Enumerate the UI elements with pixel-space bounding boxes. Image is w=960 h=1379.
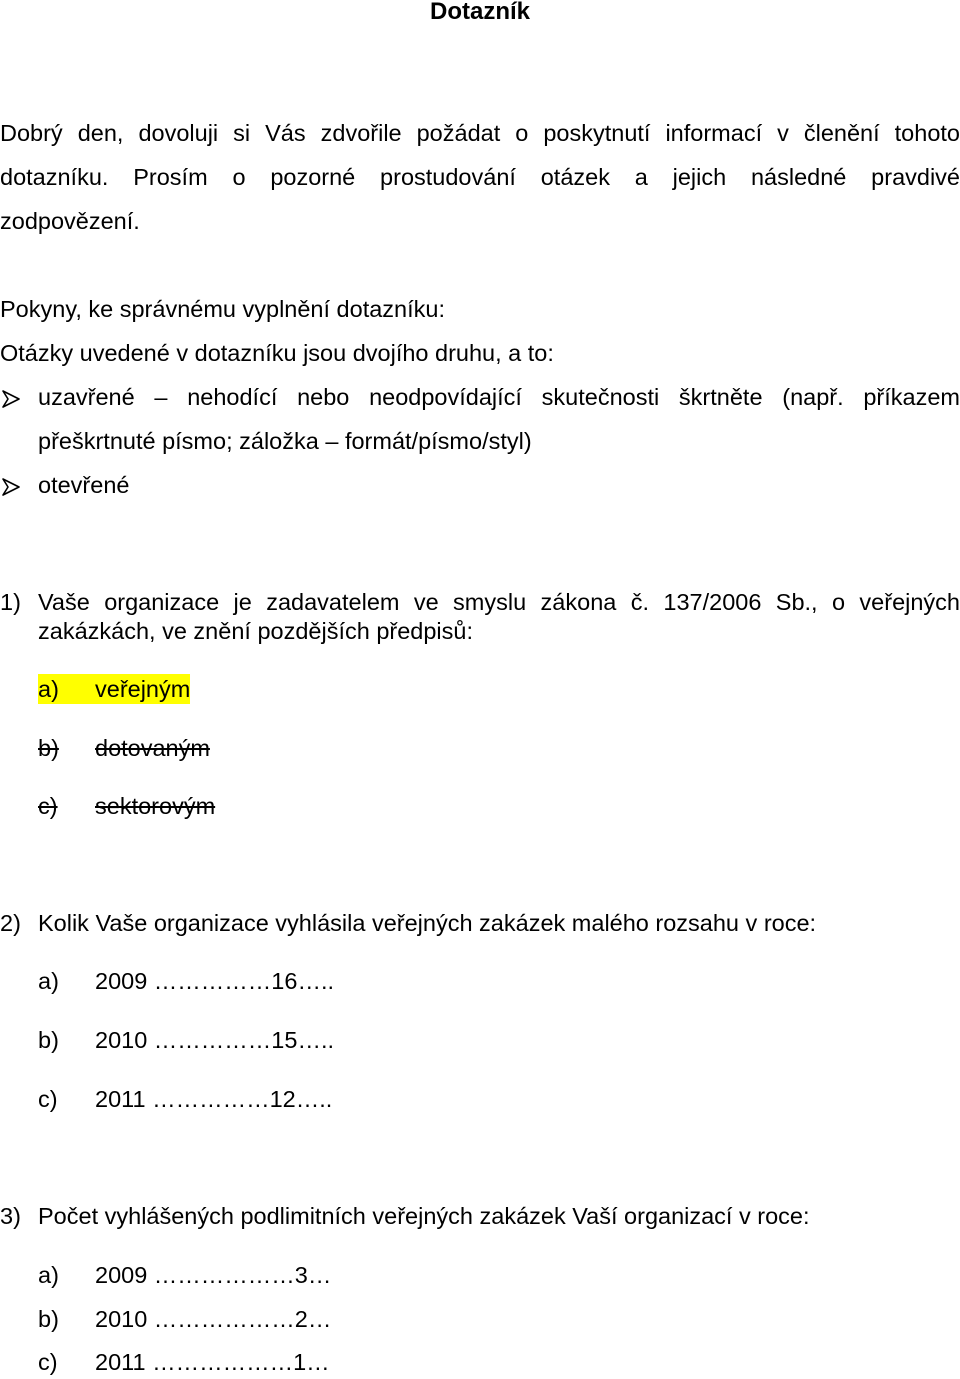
answer-value: 2011 ………………1… (95, 1349, 330, 1375)
question-3-number: 3) (0, 1203, 21, 1229)
answer-label: b) (38, 1306, 59, 1332)
question-1-number: 1) (0, 589, 21, 615)
instructions-heading: Pokyny, ke správnému vyplnění dotazníku: (0, 296, 445, 322)
option-text: veřejným (95, 676, 191, 702)
answer-label: c) (38, 1349, 58, 1375)
answer-value: 2010 ………………2… (95, 1306, 332, 1332)
question-3-text: Počet vyhlášených podlimitních veřejných zakázek Vaší organizací v roce: (38, 1203, 810, 1229)
option-text: sektorovým (95, 793, 216, 819)
option-label: c) (38, 793, 58, 819)
option-label: b) (38, 735, 59, 761)
option-text: dotovaným (95, 735, 210, 761)
answer-value: 2010 ……………15….. (95, 1027, 335, 1053)
arrowhead-bullet-icon (2, 390, 20, 408)
intro-line-3: zodpovězení. (0, 208, 140, 234)
bullet-closed-line-2: přeškrtnuté písmo; záložka – formát/písmo/styl) (38, 428, 532, 454)
question-2-text: Kolik Vaše organizace vyhlásila veřejných zakázek malého rozsahu v roce: (38, 910, 817, 936)
answer-label: c) (38, 1086, 58, 1112)
answer-label: a) (38, 968, 59, 994)
answer-label: a) (38, 1262, 59, 1288)
document-title: Dotazník (429, 0, 530, 25)
question-1-line-1: Vaše organizace je zadavatelem ve smyslu zákona č. 137/2006 Sb., o veřejných (38, 589, 960, 615)
answer-label: b) (38, 1027, 59, 1053)
instructions-subheading: Otázky uvedené v dotazníku jsou dvojího druhu, a to: (0, 340, 554, 366)
answer-value: 2009 ……………16….. (95, 968, 335, 994)
question-1-line-2: zakázkách, ve znění pozdějších předpisů: (38, 618, 474, 644)
bullet-open-line: otevřené (38, 472, 130, 498)
option-label: a) (38, 674, 95, 704)
arrowhead-bullet-icon (2, 478, 20, 496)
answer-value: 2011 ……………12….. (95, 1086, 333, 1112)
bullet-closed-line-1: uzavřené – nehodící nebo neodpovídající skutečnosti škrtněte (např. příkazem (38, 384, 960, 410)
question-2-number: 2) (0, 910, 21, 936)
answer-value: 2009 ………………3… (95, 1262, 332, 1288)
intro-line-2: dotazníku. Prosím o pozorné prostudování otázek a jejich následné pravdivé (0, 164, 960, 190)
intro-line-1: Dobrý den, dovoluji si Vás zdvořile požádat o poskytnutí informací v členění tohoto (0, 120, 960, 146)
